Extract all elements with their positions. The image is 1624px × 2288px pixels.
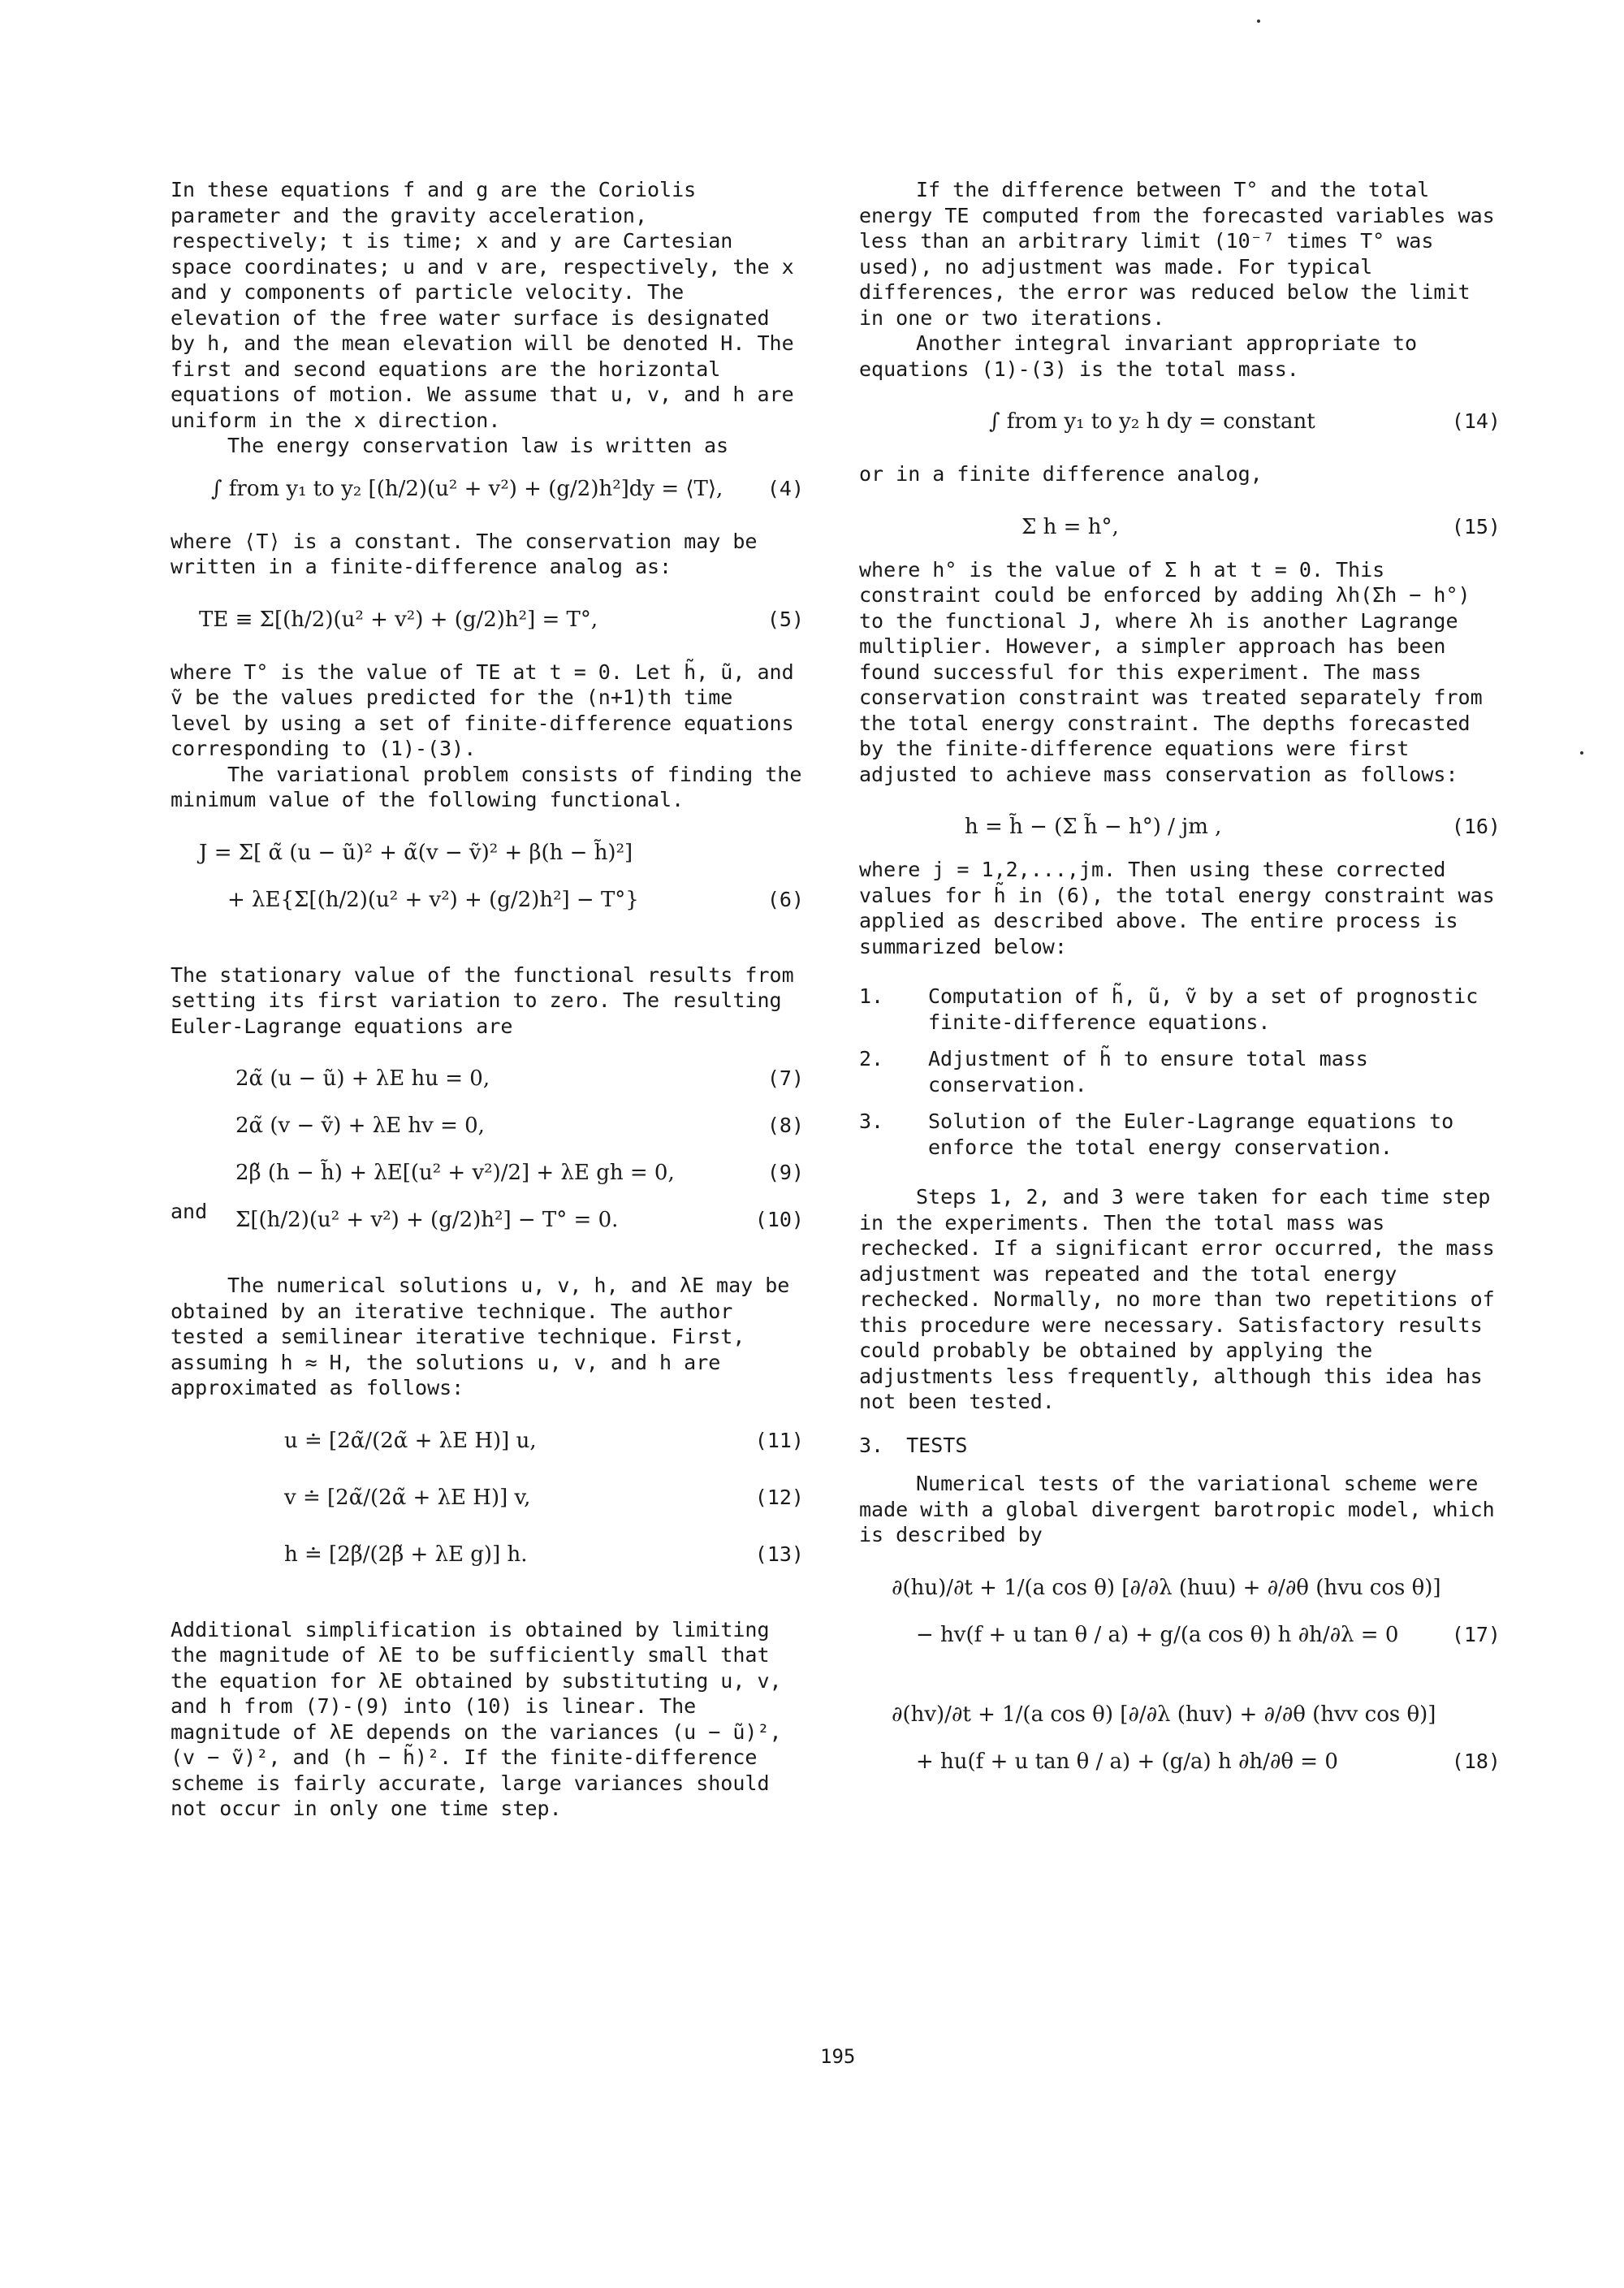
equation-17-line-2: − hv(f + u tan θ / a) + g/(a cos θ) h ∂h/∂λ = 0 (17) <box>859 1618 1501 1652</box>
list-item: 1. Computation of h̃, ũ, ṽ by a set of prognostic finite-difference equations. <box>859 984 1479 1034</box>
equation-number: (11) <box>754 1428 804 1452</box>
equation-number: (18) <box>1451 1749 1501 1773</box>
equation-6-line-2: + λE{Σ[(h/2)(u² + v²) + (g/2)h²] − T°} (6) <box>171 883 804 917</box>
list-item: 3. Solution of the Euler-Lagrange equations to enforce the total energy conservation. <box>859 1109 1454 1159</box>
equation-number: (16) <box>1451 815 1501 838</box>
paragraph: Another integral invariant appropriate to equations (1)-(3) is the total mass. <box>859 331 1418 381</box>
paragraph: where T° is the value of TE at t = 0. Let h̃, ũ, and ṽ be the values predicted for the (n+1)th time level by using a set of finite-difference equations corresponding to (1)-(3). <box>171 660 794 760</box>
equation-number: (4) <box>767 476 804 500</box>
equation-number: (13) <box>754 1542 804 1566</box>
equation-number: (5) <box>767 607 804 631</box>
equation-11: u ≐ [2α̃/(2α̃ + λE H)] u, (11) <box>171 1424 804 1458</box>
equation-18-line-2: + hu(f + u tan θ / a) + (g/a) h ∂h/∂θ = 0 (18) <box>859 1745 1501 1779</box>
list-item: 2. Adjustment of h̃ to ensure total mass conservation. <box>859 1047 1368 1096</box>
paragraph: The stationary value of the functional results from setting its first variation to zero. The resulting Euler-Lagrange equations are <box>171 962 794 1038</box>
section-heading <box>859 1433 1501 1459</box>
equation-number: (8) <box>767 1114 804 1137</box>
step-number: 1. <box>859 984 884 1008</box>
left-column <box>171 177 804 1822</box>
paragraph: If the difference between T° and the total energy TE computed from the forecasted variables was less than an arbitrary limit (10⁻⁷ times T° was used), no adjustment was made. For typical differences, the error was reduced below the limit in one or two iterations. <box>859 178 1495 330</box>
equation-6-line-1: J = Σ[ α̃ (u − ũ)² + α̃(v − ṽ)² + β(h − h̃)²] <box>199 840 633 865</box>
equation-12: v ≐ [2α̃/(2α̃ + λE H)] v, (12) <box>171 1481 804 1515</box>
equation-number: (12) <box>754 1485 804 1509</box>
equation-number: (7) <box>767 1066 804 1090</box>
equation-7: 2α̃ (u − ũ) + λE hu = 0, (7) <box>171 1062 804 1096</box>
paragraph: where h° is the value of Σ h at t = 0. This constraint could be enforced by adding λh(Σh − h°) to the functional J, where λh is another Lagrange multiplier. However, a simpler approach has been found successful for this experiment. The mass conservation constraint was treated separately from the total energy constraint. The depths forecasted by the finite-difference equations were first adjusted to achieve mass conservation as follows: <box>859 557 1483 786</box>
equation-number: (15) <box>1451 514 1501 538</box>
equation-16: h = h̃ − (Σ h̃ − h°) / jm , (16) <box>859 810 1501 844</box>
equation-9: 2β̃ (h − h̃) + λE[(u² + v²)/2] + λE gh = 0, (9) <box>171 1156 804 1190</box>
equation-number: (6) <box>767 887 804 911</box>
paragraph: In these equations f and g are the Coriolis parameter and the gravity acceleration, respectively; t is time; x and y are Cartesian space coordinates; u and v are, respectively, the x and y components of particle velocity. The elevation of the free water surface is designated by h, and the mean elevation will be denoted H. The first and second equations are the horizontal equations of motion. We assume that u, v, and h are uniform in the x direction. <box>171 178 794 432</box>
equation-15: Σ h = h°, (15) <box>859 510 1501 544</box>
paragraph: where j = 1,2,...,jm. Then using these corrected values for h̃ in (6), the total energy constraint was applied as described above. The entire process is summarized below: <box>859 858 1495 958</box>
page-number: 195 <box>820 2045 856 2068</box>
equation-number: (10) <box>754 1208 804 1231</box>
equation-18-line-1: ∂(hv)/∂t + 1/(a cos θ) [∂/∂λ (huv) + ∂/∂θ (hvv cos θ)] <box>892 1702 1436 1727</box>
paragraph: The numerical solutions u, v, h, and λE may be obtained by an iterative technique. The author tested a semilinear iterative technique. First, assuming h ≈ H, the solutions u, v, and h are approximated as follows: <box>171 1274 790 1399</box>
paragraph: Steps 1, 2, and 3 were taken for each time step in the experiments. Then the total mass was rechecked. If a significant error occurred, the mass adjustment was repeated and the total energy rechecked. Normally, no more than two repetitions of this procedure were necessary. Satisfactory results could probably be obtained by applying the adjustments less frequently, although this idea has not been tested. <box>859 1185 1495 1413</box>
paragraph: The variational problem consists of finding the minimum value of the following functional. <box>171 762 802 811</box>
section-number: 3. <box>859 1433 884 1457</box>
equation-5: TE ≡ Σ[(h/2)(u² + v²) + (g/2)h²] = T°, (5) <box>171 603 804 637</box>
scan-speck <box>1257 19 1260 23</box>
equation-8: 2α̃ (v − ṽ) + λE hv = 0, (8) <box>171 1109 804 1143</box>
section-title: TESTS <box>906 1433 968 1457</box>
equation-14: ∫ from y₁ to y₂ h dy = constant (14) <box>859 404 1501 439</box>
right-column <box>859 177 1501 1779</box>
equation-number: (14) <box>1451 409 1501 433</box>
paragraph: Numerical tests of the variational scheme were made with a global divergent barotropic model, which is described by <box>859 1472 1495 1546</box>
equation-number: (9) <box>767 1161 804 1184</box>
steps-list <box>859 984 1501 1160</box>
step-number: 3. <box>859 1109 884 1133</box>
paragraph: The energy conservation law is written as <box>227 434 729 457</box>
paragraph: Additional simplification is obtained by limiting the magnitude of λE to be sufficiently small that the equation for λE obtained by substituting u, v, and h from (7)-(9) into (10) is linear. The magnitude of λE depends on the variances (u − ũ)², (v − ṽ)², and (h − h̃)². If the finite-difference scheme is fairly accurate, large variances should not occur in only one time step. <box>171 1617 782 1820</box>
equation-13: h ≐ [2β̃/(2β̃ + λE g)] h. (13) <box>171 1538 804 1572</box>
scan-speck <box>1580 751 1583 755</box>
equation-17-line-1: ∂(hu)/∂t + 1/(a cos θ) [∂/∂λ (huu) + ∂/∂θ (hvu cos θ)] <box>892 1575 1441 1600</box>
paragraph: or in a finite difference analog, <box>859 462 1263 486</box>
equation-10: and Σ[(h/2)(u² + v²) + (g/2)h²] − T° = 0. (10) <box>171 1203 804 1237</box>
paragraph: where ⟨T⟩ is a constant. The conservation may be written in a finite-difference analog as: <box>171 529 758 578</box>
and-label: and <box>171 1200 208 1223</box>
step-number: 2. <box>859 1047 884 1070</box>
equation-4: ∫ from y₁ to y₂ [(h/2)(u² + v²) + (g/2)h²]dy = ⟨T⟩, (4) <box>171 472 804 506</box>
equation-number: (17) <box>1451 1622 1501 1646</box>
